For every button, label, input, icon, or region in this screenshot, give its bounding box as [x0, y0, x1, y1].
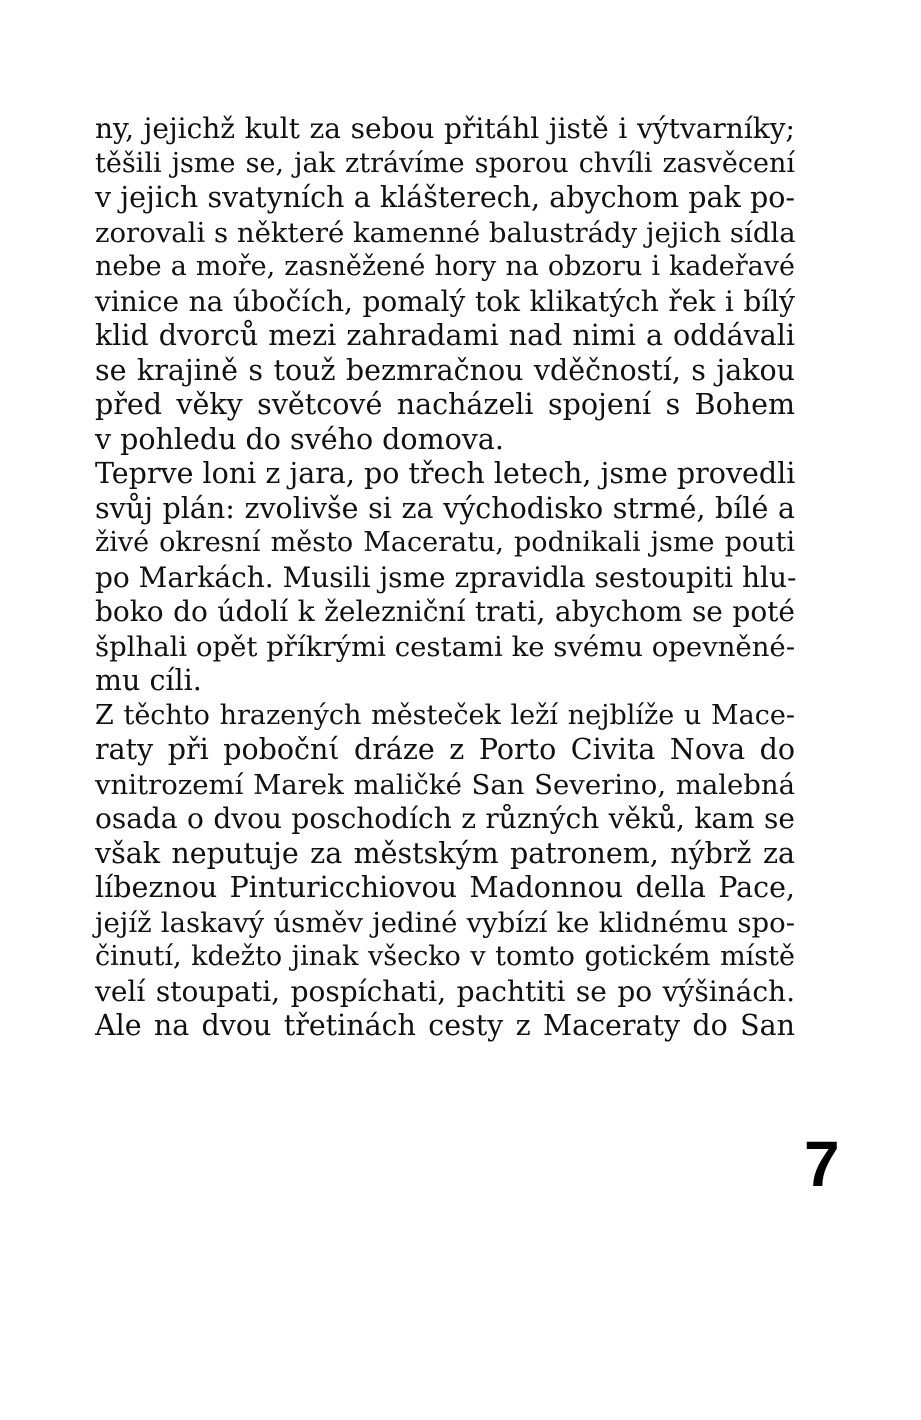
page-number: 7	[804, 1128, 840, 1200]
text-line: činutí, kdežto jinak všecko v tomto gotickém místě	[95, 941, 795, 972]
text-line: těšili jsme se, jak ztrávíme sporou chvíli zasvěcení	[95, 147, 795, 179]
text-line: osada o dvou poschodích z různých věků, kam se	[95, 802, 795, 835]
text-line: zorovali s některé kamenné balustrády jejich sídla	[95, 216, 796, 249]
text-line: raty při pobočnί dráze z Porto Civita Nova do	[95, 733, 795, 766]
text-line: Teprve loni z jara, po třech letech, jsme provedli	[95, 457, 796, 490]
text-line: velí stoupati, pospíchati, pachtiti se po výšinách.	[95, 974, 795, 1008]
text-line: však neputuje za městským patronem, nýbrž za	[95, 836, 795, 870]
text-line: po Markách. Musili jsme zpravidla sestoupiti hlu-	[95, 560, 797, 594]
text-line: vinice na úbočích, pomalý tok klikatých řek i bílý	[95, 284, 795, 318]
text-line: klid dvorců mezi zahradami nad nimi a oddávali	[95, 319, 795, 352]
paragraph-last-line: mu cíli.	[95, 664, 202, 697]
text-line: živé okresní město Maceratu, podnikali jsme pouti	[95, 527, 795, 558]
text-line: před věky světcové nacházeli spojení s Bohem	[95, 388, 795, 421]
text-line: nebe a moře, zasněžené hory na obzoru i kadeřavé	[95, 251, 795, 282]
text-line: ny, jejichž kult za sebou přitáhl jistě i výtvarníky;	[95, 112, 795, 145]
text-line: se krajině s touž bezmračnou vděčností, s jakou	[95, 353, 795, 387]
body-text	[95, 112, 795, 1044]
text-line: jejíž laskavý úsměv jediné vybízí ke klidnému spo-	[95, 906, 795, 939]
text-line: vnitrozemí Marek maličké San Severino, malebná	[95, 768, 795, 801]
text-line: boko do údolí k železniční trati, abychom se poté	[95, 595, 795, 628]
text-line: Z těchto hrazených městeček leží nejblíže u Mace-	[95, 699, 795, 731]
text-line: v jejich svatyních a klášterech, abychom pak po-	[95, 181, 795, 214]
text-line: svůj plán: zvolivše si za východisko strmé, bílé a	[95, 491, 795, 525]
text-line: líbeznou Pinturicchiovou Madonnou della Pace,	[95, 871, 795, 904]
paragraph-last-line: v pohledu do svého domova.	[95, 422, 504, 456]
text-line: šplhali opět příkrými cestami ke svému opevněné-	[95, 630, 795, 663]
text-line: Ale na dvou třetinách cesty z Maceraty do San	[95, 1009, 795, 1042]
